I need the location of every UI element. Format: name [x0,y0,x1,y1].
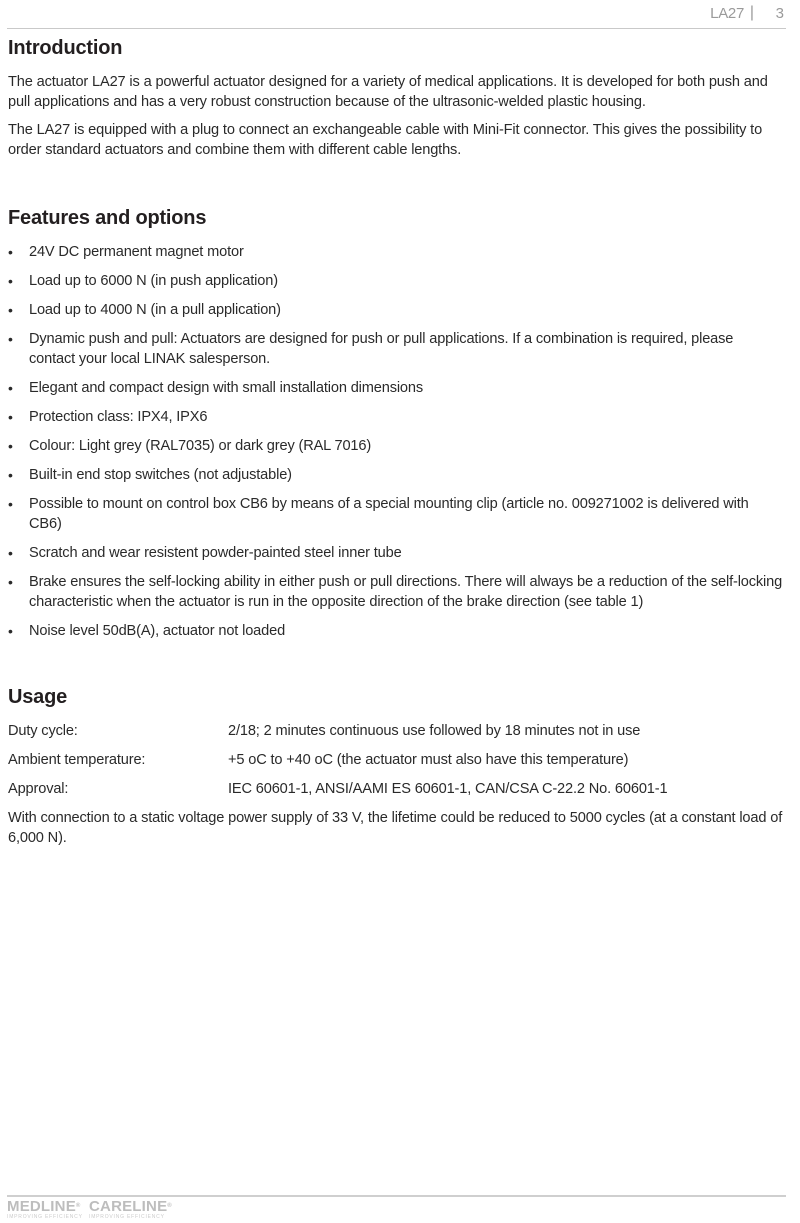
bullet-icon: • [8,244,13,260]
feature-text: Load up to 4000 N (in a pull application) [29,302,281,318]
bullet-icon: • [8,623,13,639]
feature-text: Colour: Light grey (RAL7035) or dark grey (RAL 7016) [29,438,372,454]
feature-text: Built-in end stop switches (not adjustable) [29,467,292,483]
header-separator: | [749,4,754,21]
usage-row-duty-cycle [8,721,783,741]
registered-mark: ® [75,1203,81,1209]
introduction-section [8,34,783,160]
introduction-heading: Introduction [8,37,123,59]
features-list [8,242,783,641]
page-footer [7,1195,786,1223]
registered-mark: ® [167,1203,172,1209]
usage-label: Approval: [8,781,69,797]
feature-text: 24V DC permanent magnet motor [29,244,244,260]
usage-section [8,683,783,848]
usage-value: IEC 60601-1, ANSI/AAMI ES 60601-1, CAN/CSA C-22.2 No. 60601-1 [228,781,668,797]
bullet-icon: • [8,545,13,561]
introduction-paragraph: The actuator LA27 is a powerful actuator designed for a variety of medical applications. It is developed for both push and pull applications and has a very robust construction because of the ultrasonic-welded plastic housing. [8,74,768,110]
feature-item [8,465,783,485]
feature-text: Scratch and wear resistent powder-painted steel inner tube [29,545,402,561]
usage-row-ambient-temperature [8,750,783,770]
feature-item [8,329,783,369]
bullet-icon: • [8,438,13,454]
logo-name: CARELINE [89,1198,168,1215]
feature-item [8,271,783,291]
feature-item [8,572,783,612]
logo-name: MEDLINE [7,1198,76,1215]
document-id: LA27 [710,5,744,22]
careline-logo [89,1199,172,1221]
feature-item [8,494,783,534]
features-heading: Features and options [8,207,207,229]
logo-tagline: IMPROVING EFFICIENCY [7,1214,83,1220]
feature-item [8,242,783,262]
page-header [7,0,786,29]
feature-text: Protection class: IPX4, IPX6 [29,409,208,425]
feature-item [8,543,783,563]
bullet-icon: • [8,380,13,396]
page-number: 3 [775,5,784,22]
feature-item [8,436,783,456]
usage-row-approval [8,779,783,799]
bullet-icon: • [8,273,13,289]
feature-text: Brake ensures the self-locking ability in either push or pull directions. There will always be a reduction of the self-locking characteristic when the actuator is run in the opposite direction of the brake direction (see table 1) [29,574,783,610]
usage-label: Ambient temperature: [8,752,146,768]
bullet-icon: • [8,302,13,318]
feature-item [8,407,783,427]
page-content [8,34,783,856]
usage-note: With connection to a static voltage power supply of 33 V, the lifetime could be reduced to 5000 cycles (at a constant load of 6,000 N). [8,810,783,846]
medline-logo [7,1199,83,1221]
introduction-paragraph: The LA27 is equipped with a plug to connect an exchangeable cable with Mini-Fit connector. This gives the possibility to order standard actuators and combine them with different cable lengths. [8,122,763,158]
usage-value: 2/18; 2 minutes continuous use followed by 18 minutes not in use [228,723,641,739]
features-section [8,204,783,641]
feature-item [8,621,783,641]
feature-text: Noise level 50dB(A), actuator not loaded [29,623,286,639]
bullet-icon: • [8,467,13,483]
feature-text: Possible to mount on control box CB6 by means of a special mounting clip (article no. 009271002 is delivered with CB6) [29,496,749,532]
usage-label: Duty cycle: [8,723,78,739]
logo-tagline: IMPROVING EFFICIENCY [89,1214,165,1220]
feature-text: Elegant and compact design with small installation dimensions [29,380,424,396]
usage-heading: Usage [8,686,68,708]
feature-text: Load up to 6000 N (in push application) [29,273,278,289]
usage-value: +5 oC to +40 oC (the actuator must also have this temperature) [228,752,629,768]
bullet-icon: • [8,409,13,425]
bullet-icon: • [8,574,13,590]
feature-item [8,300,783,320]
feature-item [8,378,783,398]
bullet-icon: • [8,496,13,512]
bullet-icon: • [8,331,13,347]
feature-text: Dynamic push and pull: Actuators are designed for push or pull applications. If a combination is required, please contact your local LINAK salesperson. [29,331,734,367]
